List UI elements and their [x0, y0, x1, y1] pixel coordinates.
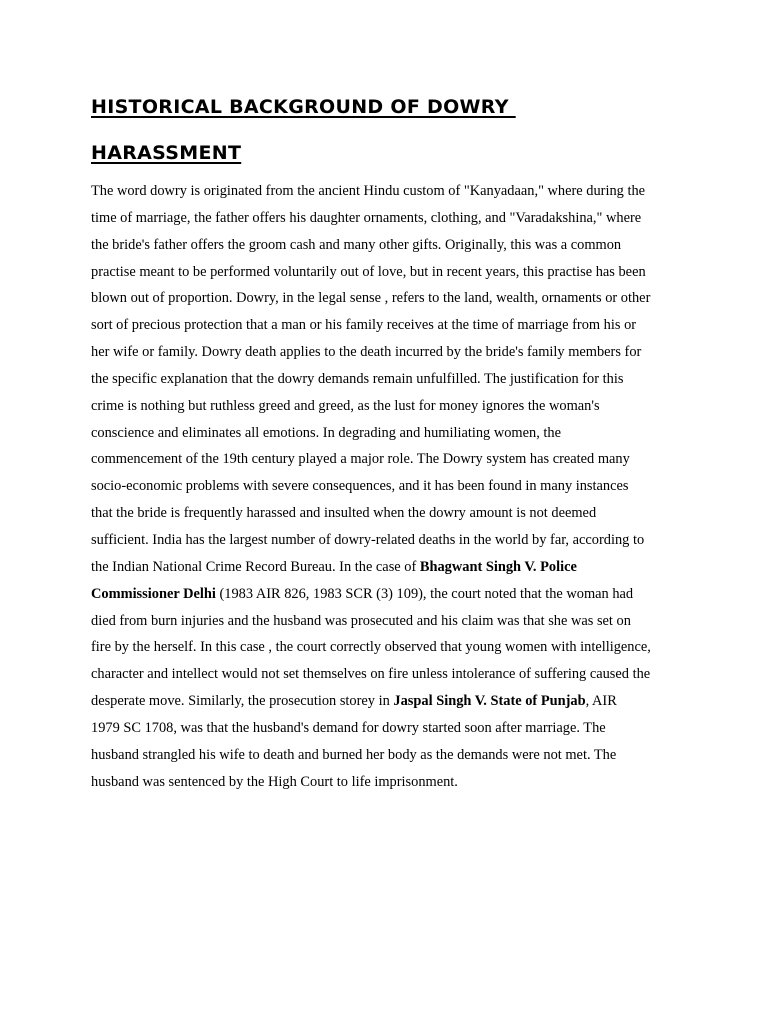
text-line [91, 232, 691, 259]
text-run: character and intellect would not set themselves on fire unless intolerance of suffering caused the [91, 666, 651, 683]
text-line [91, 554, 691, 581]
heading-line-1: HISTORICAL BACKGROUND OF DOWRY [91, 96, 516, 118]
bold-case-name: Jaspal Singh V. State of Punjab [393, 693, 586, 710]
text-run: time of marriage, the father offers his daughter ornaments, clothing, and "Varadakshina," where [91, 209, 642, 226]
text-run: The word dowry is originated from the ancient Hindu custom of "Kanyadaan," where during the [91, 183, 646, 199]
text-run: desperate move. Similarly, the prosecution storey in [91, 693, 394, 710]
body-paragraph [91, 178, 691, 795]
text-line [91, 527, 691, 554]
text-run: commencement of the 19th century played a major role. The Dowry system has created many [91, 451, 630, 468]
text-run: fire by the herself. In this case , the court correctly observed that young women with intelligence, [91, 639, 651, 656]
text-run: socio-economic problems with severe consequences, and it has been found in many instances [91, 478, 629, 495]
text-run: conscience and eliminates all emotions. In degrading and humiliating women, the [91, 424, 561, 441]
text-run: (1983 AIR 826, 1983 SCR (3) 109), the court noted that the woman had [215, 585, 634, 602]
text-line [91, 473, 691, 500]
text-run: died from burn injuries and the husband was prosecuted and his claim was that she was set on [91, 612, 631, 629]
text-run: the Indian National Crime Record Bureau. In the case of [91, 558, 420, 575]
heading-line-2: HARASSMENT [91, 142, 242, 164]
text-line [91, 393, 691, 420]
text-run: the bride's father offers the groom cash and many other gifts. Originally, this was a common [91, 236, 622, 253]
text-line [91, 688, 691, 715]
text-line [91, 608, 691, 635]
text-line [91, 259, 691, 286]
text-line [91, 312, 691, 339]
text-run: her wife or family. Dowry death applies to the death incurred by the bride's family members for [91, 344, 642, 361]
text-run: that the bride is frequently harassed and insulted when the dowry amount is not deemed [91, 505, 597, 522]
text-run: husband strangled his wife to death and burned her body as the demands were not met. The [91, 746, 617, 763]
text-line [91, 285, 691, 312]
text-run: crime is nothing but ruthless greed and greed, as the lust for money ignores the woman's [91, 397, 600, 414]
text-run: blown out of proportion. Dowry, in the legal sense , refers to the land, wealth, ornaments or other [91, 290, 651, 307]
bold-case-name: Bhagwant Singh V. Police [419, 558, 577, 575]
text-line [91, 446, 691, 473]
text-line [91, 205, 691, 232]
text-run: 1979 SC 1708, was that the husband's demand for dowry started soon after marriage. The [91, 719, 606, 736]
text-run: sort of precious protection that a man or his family receives at the time of marriage from his or [91, 317, 637, 334]
bold-case-name: Commissioner Delhi [91, 585, 216, 602]
text-run: sufficient. India has the largest number of dowry-related deaths in the world by far, according to [91, 531, 645, 548]
text-line [91, 769, 691, 796]
text-line [91, 178, 691, 205]
text-line [91, 715, 691, 742]
text-line [91, 742, 691, 769]
text-run: , AIR [585, 693, 617, 710]
text-line [91, 500, 691, 527]
text-run: the specific explanation that the dowry demands remain unfulfilled. The justification for this [91, 370, 624, 387]
text-line [91, 420, 691, 447]
text-line [91, 634, 691, 661]
text-run: husband was sentenced by the High Court to life imprisonment. [91, 773, 458, 790]
text-line [91, 339, 691, 366]
text-line [91, 661, 691, 688]
text-line [91, 581, 691, 608]
text-run: practise meant to be performed voluntarily out of love, but in recent years, this practise has been [91, 263, 646, 280]
text-line [91, 366, 691, 393]
